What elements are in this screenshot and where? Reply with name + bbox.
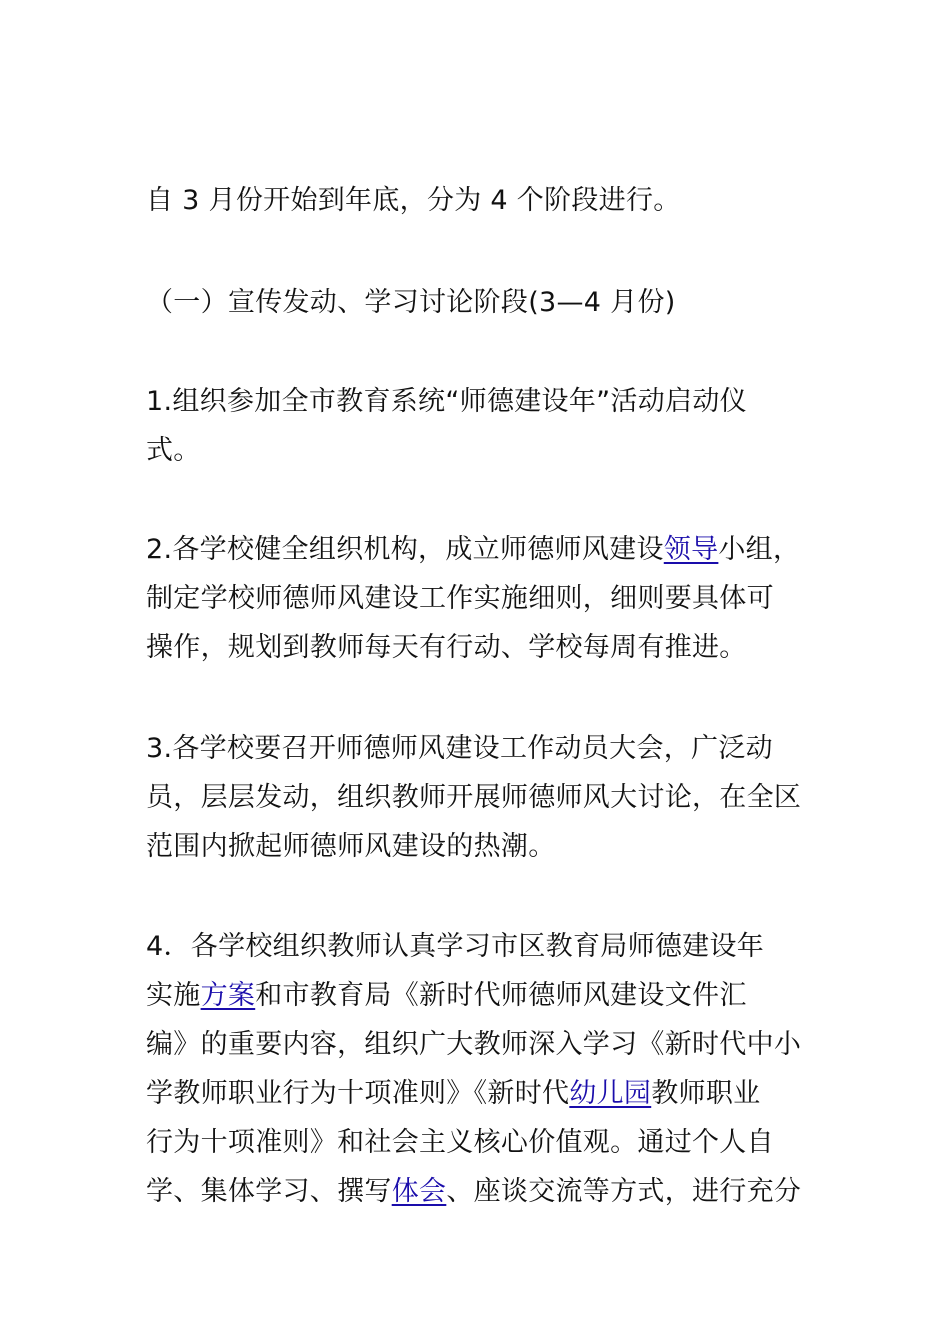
link-plan[interactable]: 方案 (200, 980, 256, 1011)
text-segment: 教师职业 (651, 1078, 761, 1109)
text-line (146, 1069, 814, 1118)
text-line: 编》的重要内容，组织广大教师深入学习《新时代中小 (146, 1029, 802, 1060)
text-line: 制定学校师德师风建设工作实施细则，细则要具体可 (146, 583, 774, 614)
text-line (146, 971, 814, 1020)
text-line: 员，层层发动，组织教师开展师德师风大讨论，在全区 (146, 782, 802, 813)
text-line: 式。 (146, 435, 201, 466)
text-line: 操作，规划到教师每天有行动、学校每周有推进。 (146, 632, 747, 663)
paragraph-item-3 (146, 724, 814, 871)
text-line (146, 525, 814, 574)
text-segment: 、座谈交流等方式，进行充分 (446, 1176, 802, 1207)
text-line: 自 3 月份开始到年底，分为 4 个阶段进行。 (146, 185, 681, 216)
paragraph-item-2 (146, 525, 814, 672)
text-segment: 小组， (718, 534, 801, 565)
text-line: 行为十项准则》和社会主义核心价值观。通过个人自 (146, 1127, 774, 1158)
link-leadership[interactable]: 领导 (663, 534, 719, 565)
text-segment: 实施 (146, 980, 201, 1011)
text-segment: 学教师职业行为十项准则》《新时代 (146, 1078, 570, 1109)
text-line (146, 1167, 814, 1216)
link-experience[interactable]: 体会 (391, 1176, 447, 1207)
text-line: （一）宣传发动、学习讨论阶段(3—4 月份) (146, 287, 676, 318)
section-heading-phase-one (146, 278, 814, 327)
paragraph-schedule-intro (146, 176, 814, 225)
text-segment: 2.各学校健全组织机构，成立师德师风建设 (146, 534, 664, 565)
text-line: 4．各学校组织教师认真学习市区教育局师德建设年 (146, 931, 765, 962)
text-line: 3.各学校要召开师德师风建设工作动员大会，广泛动 (146, 733, 773, 764)
text-segment: 和市教育局《新时代师德师风建设文件汇 (255, 980, 747, 1011)
link-kindergarten[interactable]: 幼儿园 (569, 1078, 652, 1109)
paragraph-item-1 (146, 377, 814, 475)
text-segment: 学、集体学习、撰写 (146, 1176, 392, 1207)
text-line: 1.组织参加全市教育系统“师德建设年”活动启动仪 (146, 386, 747, 417)
paragraph-item-4 (146, 922, 814, 1216)
text-line: 范围内掀起师德师风建设的热潮。 (146, 831, 556, 862)
